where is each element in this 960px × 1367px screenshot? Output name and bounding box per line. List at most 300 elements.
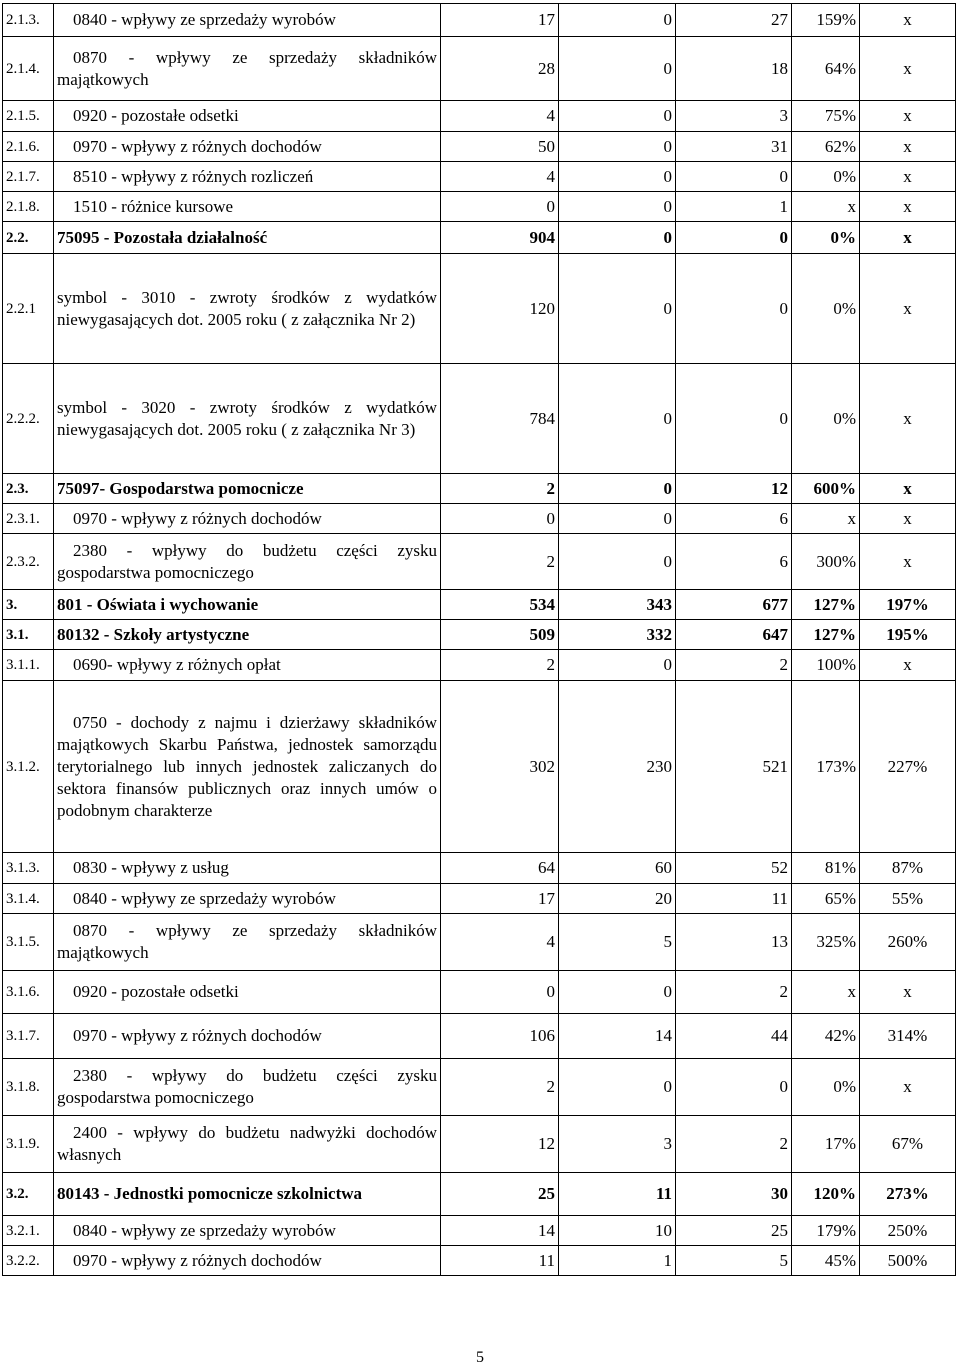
row-description-text: 0920 - pozostałe odsetki: [73, 106, 239, 125]
percent-cell: [792, 650, 860, 681]
plan-value-text: 2: [546, 655, 555, 674]
row-number-cell: [3, 650, 54, 681]
plan-value-cell: [441, 971, 559, 1014]
row-description-text: 75097- Gospodarstwa pomocnicze: [57, 478, 304, 498]
plan-value-cell: [441, 37, 559, 101]
plan-value-text: 534: [529, 594, 555, 614]
plan-value-cell: [441, 590, 559, 620]
percent-dynamics-cell: [860, 504, 956, 534]
percent-text: 600%: [813, 478, 856, 498]
prior-value-cell: [559, 1246, 676, 1276]
row-description-text: 0970 - wpływy z różnych dochodów: [73, 136, 322, 156]
row-description-text: 1510 - różnice kursowe: [73, 196, 234, 216]
percent-dynamics-cell: [860, 971, 956, 1014]
row-number-cell: [3, 681, 54, 853]
percent-dynamics-text: x: [903, 227, 912, 247]
row-description-cell: [54, 474, 441, 504]
percent-text: 17%: [824, 1134, 856, 1153]
row-number-text: 3.1.2.: [6, 758, 40, 775]
plan-value-text: 4: [546, 106, 555, 125]
execution-value-text: 0: [779, 408, 788, 428]
percent-dynamics-text: 250%: [887, 1220, 928, 1240]
execution-value-cell: [676, 254, 792, 364]
percent-dynamics-cell: [860, 1173, 956, 1216]
row-number-text: 2.3.1.: [6, 510, 40, 527]
prior-value-cell: [559, 222, 676, 254]
percent-dynamics-cell: [860, 1246, 956, 1276]
plan-value-text: 64: [538, 858, 555, 877]
table-row: [3, 37, 956, 101]
row-number-text: 2.1.5.: [6, 108, 40, 124]
row-description-cell: [54, 132, 441, 162]
table-row: [3, 1246, 956, 1276]
plan-value-text: 2: [546, 1077, 555, 1096]
execution-value-text: 6: [779, 551, 788, 571]
row-description-cell: [54, 1246, 441, 1276]
percent-cell: [792, 192, 860, 222]
percent-dynamics-text: 87%: [891, 858, 924, 877]
execution-value-text: 5: [779, 1250, 788, 1270]
plan-value-text: 17: [538, 888, 555, 908]
execution-value-text: 0: [779, 166, 788, 186]
prior-value-cell: [559, 162, 676, 192]
percent-text: 100%: [816, 655, 856, 674]
percent-text: 0%: [830, 227, 856, 247]
percent-dynamics-text: x: [903, 136, 912, 156]
table-row: [3, 1216, 956, 1246]
percent-text: 45%: [824, 1250, 856, 1270]
row-description-text: 0970 - wpływy z różnych dochodów: [73, 508, 322, 528]
row-number-text: 2.1.3.: [6, 12, 40, 28]
percent-text: 0%: [833, 166, 856, 186]
percent-dynamics-text: x: [903, 551, 912, 571]
plan-value-cell: [441, 853, 559, 884]
execution-value-cell: [676, 1116, 792, 1173]
percent-dynamics-text: 197%: [886, 594, 929, 614]
row-description-text: 0830 - wpływy z usług: [73, 858, 229, 877]
row-number-text: 2.2.: [6, 229, 29, 246]
row-number-cell: [3, 504, 54, 534]
plan-value-text: 14: [538, 1220, 555, 1240]
prior-value-cell: [559, 1059, 676, 1116]
plan-value-cell: [441, 650, 559, 681]
row-description-cell: [54, 192, 441, 222]
percent-cell: [792, 590, 860, 620]
row-description-cell: [54, 254, 441, 364]
prior-value-cell: [559, 620, 676, 650]
execution-value-cell: [676, 971, 792, 1014]
prior-value-text: 11: [655, 1184, 672, 1203]
percent-cell: [792, 4, 860, 37]
row-number-cell: [3, 1116, 54, 1173]
percent-dynamics-text: x: [903, 58, 912, 78]
row-number-cell: [3, 222, 54, 254]
execution-value-cell: [676, 1216, 792, 1246]
table-row: [3, 222, 956, 254]
plan-value-cell: [441, 504, 559, 534]
execution-value-cell: [676, 914, 792, 971]
percent-cell: [792, 504, 860, 534]
table-row: [3, 101, 956, 132]
percent-text: 127%: [813, 624, 856, 644]
percent-text: 0%: [833, 408, 856, 428]
execution-value-text: 13: [771, 932, 788, 951]
row-description-cell: [54, 1014, 441, 1059]
row-description-text: 2380 - wpływy do budżetu części zysku gospodarstwa pomocniczego: [57, 540, 437, 582]
percent-dynamics-cell: [860, 1014, 956, 1059]
row-description-text: symbol - 3010 - zwroty środków z wydatków niewygasających dot. 2005 roku ( z załącznika Nr 2): [57, 287, 437, 329]
execution-value-text: 30: [771, 1184, 788, 1203]
row-description-text: 80132 - Szkoły artystyczne: [57, 624, 250, 644]
execution-value-cell: [676, 1173, 792, 1216]
prior-value-cell: [559, 504, 676, 534]
execution-value-text: 0: [779, 227, 788, 247]
execution-value-text: 0: [779, 1077, 788, 1096]
row-number-text: 2.1.8.: [6, 198, 40, 215]
execution-value-cell: [676, 1014, 792, 1059]
prior-value-text: 0: [663, 58, 672, 78]
table-row: [3, 590, 956, 620]
page-number: 5: [476, 1349, 484, 1366]
execution-value-text: 11: [771, 888, 788, 908]
row-description-cell: [54, 620, 441, 650]
percent-cell: [792, 853, 860, 884]
percent-dynamics-text: x: [903, 166, 912, 186]
plan-value-cell: [441, 162, 559, 192]
table-row: [3, 650, 956, 681]
row-number-text: 3.2.2.: [6, 1252, 40, 1269]
execution-value-cell: [676, 132, 792, 162]
plan-value-cell: [441, 474, 559, 504]
row-description-text: 0920 - pozostałe odsetki: [73, 982, 239, 1001]
percent-dynamics-text: x: [903, 655, 912, 674]
percent-cell: [792, 1216, 860, 1246]
prior-value-text: 3: [663, 1134, 672, 1153]
plan-value-cell: [441, 101, 559, 132]
prior-value-cell: [559, 534, 676, 590]
prior-value-cell: [559, 884, 676, 914]
plan-value-text: 4: [546, 166, 555, 186]
row-number-text: 3.1.6.: [6, 984, 40, 1000]
row-description-text: 0970 - wpływy z różnych dochodów: [73, 1026, 322, 1045]
prior-value-cell: [559, 364, 676, 474]
row-description-text: symbol - 3020 - zwroty środków z wydatków niewygasających dot. 2005 roku ( z załącznika Nr 3): [57, 397, 437, 439]
table-row: [3, 162, 956, 192]
percent-dynamics-cell: [860, 914, 956, 971]
row-description-text: 0840 - wpływy ze sprzedaży wyrobów: [73, 1220, 336, 1240]
execution-value-text: 2: [779, 655, 788, 674]
row-number-text: 2.1.4.: [6, 60, 40, 77]
prior-value-text: 0: [663, 508, 672, 528]
table-row: [3, 914, 956, 971]
percent-text: 179%: [816, 1220, 856, 1240]
row-description-cell: [54, 1216, 441, 1246]
execution-value-text: 25: [771, 1220, 788, 1240]
execution-value-cell: [676, 620, 792, 650]
prior-value-cell: [559, 192, 676, 222]
percent-dynamics-cell: [860, 1059, 956, 1116]
execution-value-text: 647: [762, 624, 788, 644]
table-row: [3, 364, 956, 474]
plan-value-cell: [441, 1116, 559, 1173]
row-description-cell: [54, 222, 441, 254]
percent-cell: [792, 1246, 860, 1276]
execution-value-text: 18: [771, 58, 788, 78]
prior-value-text: 0: [663, 1077, 672, 1096]
percent-dynamics-cell: [860, 650, 956, 681]
table-row: [3, 132, 956, 162]
percent-text: 42%: [824, 1026, 856, 1045]
percent-text: 75%: [824, 106, 856, 125]
execution-value-text: 6: [779, 508, 788, 528]
row-description-cell: [54, 884, 441, 914]
percent-dynamics-text: x: [903, 508, 912, 528]
percent-cell: [792, 971, 860, 1014]
percent-cell: [792, 222, 860, 254]
row-number-cell: [3, 1059, 54, 1116]
prior-value-text: 0: [663, 551, 672, 571]
percent-text: 65%: [824, 888, 856, 908]
execution-value-text: 3: [779, 106, 788, 125]
percent-text: 0%: [833, 298, 856, 318]
percent-dynamics-cell: [860, 37, 956, 101]
table-row: [3, 681, 956, 853]
row-number-cell: [3, 162, 54, 192]
percent-text: 81%: [824, 858, 856, 877]
percent-dynamics-text: 260%: [887, 932, 928, 951]
percent-dynamics-cell: [860, 1116, 956, 1173]
row-number-cell: [3, 4, 54, 37]
plan-value-cell: [441, 681, 559, 853]
prior-value-text: 10: [655, 1220, 672, 1240]
table-row: [3, 1173, 956, 1216]
prior-value-text: 0: [663, 408, 672, 428]
prior-value-text: 60: [655, 858, 672, 877]
plan-value-cell: [441, 1059, 559, 1116]
percent-text: x: [847, 196, 856, 216]
prior-value-cell: [559, 971, 676, 1014]
percent-cell: [792, 620, 860, 650]
row-number-cell: [3, 884, 54, 914]
row-number-text: 3.1.8.: [6, 1079, 40, 1095]
prior-value-text: 0: [663, 10, 672, 29]
percent-dynamics-text: 227%: [887, 756, 928, 776]
row-number-text: 3.1.4.: [6, 890, 40, 907]
plan-value-cell: [441, 132, 559, 162]
prior-value-cell: [559, 1216, 676, 1246]
row-number-text: 2.1.7.: [6, 168, 40, 185]
plan-value-cell: [441, 192, 559, 222]
percent-dynamics-text: x: [903, 196, 912, 216]
table-row: [3, 4, 956, 37]
prior-value-cell: [559, 914, 676, 971]
percent-dynamics-cell: [860, 192, 956, 222]
row-number-text: 2.2.1: [6, 300, 36, 317]
execution-value-cell: [676, 474, 792, 504]
row-description-cell: [54, 914, 441, 971]
percent-dynamics-text: x: [903, 298, 912, 318]
prior-value-cell: [559, 1116, 676, 1173]
plan-value-text: 509: [529, 624, 555, 644]
percent-text: 127%: [813, 594, 856, 614]
prior-value-cell: [559, 474, 676, 504]
percent-dynamics-text: 500%: [887, 1250, 928, 1270]
percent-cell: [792, 37, 860, 101]
percent-text: 325%: [816, 932, 856, 951]
execution-value-cell: [676, 884, 792, 914]
row-description-text: 801 - Oświata i wychowanie: [57, 594, 259, 614]
row-number-cell: [3, 101, 54, 132]
table-row: [3, 1116, 956, 1173]
row-number-text: 3.1.1.: [6, 657, 40, 673]
execution-value-cell: [676, 192, 792, 222]
prior-value-cell: [559, 4, 676, 37]
prior-value-text: 20: [655, 888, 672, 908]
row-description-cell: [54, 590, 441, 620]
percent-dynamics-text: x: [903, 408, 912, 428]
percent-dynamics-cell: [860, 254, 956, 364]
percent-text: 62%: [824, 136, 856, 156]
row-description-cell: [54, 650, 441, 681]
prior-value-cell: [559, 650, 676, 681]
percent-dynamics-cell: [860, 222, 956, 254]
percent-dynamics-cell: [860, 474, 956, 504]
row-description-text: 8510 - wpływy z różnych rozliczeń: [73, 166, 314, 186]
row-description-cell: [54, 1173, 441, 1216]
percent-cell: [792, 364, 860, 474]
row-number-text: 3.2.: [6, 1186, 29, 1202]
prior-value-text: 0: [663, 227, 672, 247]
row-number-text: 3.1.7.: [6, 1028, 40, 1044]
percent-dynamics-cell: [860, 4, 956, 37]
row-description-cell: [54, 1116, 441, 1173]
percent-text: 120%: [813, 1184, 856, 1203]
plan-value-text: 2: [546, 551, 555, 571]
row-description-text: 0870 - wpływy ze sprzedaży składników majątkowych: [57, 47, 437, 89]
percent-text: 300%: [816, 551, 856, 571]
prior-value-cell: [559, 101, 676, 132]
prior-value-text: 5: [663, 932, 672, 951]
plan-value-text: 0: [546, 508, 555, 528]
plan-value-cell: [441, 1014, 559, 1059]
row-description-cell: [54, 1059, 441, 1116]
row-description-cell: [54, 681, 441, 853]
plan-value-cell: [441, 364, 559, 474]
prior-value-text: 0: [663, 196, 672, 216]
execution-value-text: 27: [771, 10, 788, 29]
prior-value-cell: [559, 853, 676, 884]
percent-cell: [792, 101, 860, 132]
percent-dynamics-text: x: [903, 106, 912, 125]
execution-value-cell: [676, 162, 792, 192]
percent-cell: [792, 1059, 860, 1116]
plan-value-text: 106: [529, 1026, 555, 1045]
execution-value-cell: [676, 853, 792, 884]
table-row: [3, 192, 956, 222]
plan-value-cell: [441, 1246, 559, 1276]
execution-value-text: 2: [779, 1134, 788, 1153]
prior-value-text: 0: [663, 298, 672, 318]
prior-value-cell: [559, 1173, 676, 1216]
row-number-cell: [3, 620, 54, 650]
row-number-cell: [3, 914, 54, 971]
table-row: [3, 853, 956, 884]
plan-value-text: 0: [546, 982, 555, 1001]
row-number-text: 2.3.: [6, 480, 29, 497]
plan-value-cell: [441, 4, 559, 37]
plan-value-cell: [441, 254, 559, 364]
table-row: [3, 474, 956, 504]
percent-dynamics-text: x: [903, 10, 912, 29]
row-number-cell: [3, 1173, 54, 1216]
execution-value-cell: [676, 681, 792, 853]
prior-value-text: 0: [663, 106, 672, 125]
plan-value-text: 120: [529, 298, 555, 318]
table-row: [3, 534, 956, 590]
execution-value-text: 1: [779, 196, 788, 216]
prior-value-cell: [559, 37, 676, 101]
percent-text: x: [847, 982, 856, 1001]
row-number-cell: [3, 534, 54, 590]
execution-value-text: 31: [771, 136, 788, 156]
percent-cell: [792, 162, 860, 192]
percent-dynamics-cell: [860, 681, 956, 853]
row-number-cell: [3, 590, 54, 620]
percent-cell: [792, 534, 860, 590]
execution-value-cell: [676, 590, 792, 620]
table-row: [3, 504, 956, 534]
row-number-cell: [3, 37, 54, 101]
percent-dynamics-cell: [860, 132, 956, 162]
percent-cell: [792, 132, 860, 162]
row-number-cell: [3, 1246, 54, 1276]
plan-value-cell: [441, 1173, 559, 1216]
row-description-text: 0840 - wpływy ze sprzedaży wyrobów: [73, 888, 336, 908]
percent-dynamics-text: 67%: [891, 1134, 924, 1153]
row-description-text: 80143 - Jednostki pomocnicze szkolnictwa: [57, 1184, 363, 1203]
execution-value-text: 521: [762, 756, 788, 776]
percent-text: 159%: [816, 10, 856, 29]
row-description-cell: [54, 534, 441, 590]
execution-value-text: 52: [771, 858, 788, 877]
percent-cell: [792, 474, 860, 504]
revenue-table: [2, 3, 956, 1276]
prior-value-text: 14: [655, 1026, 672, 1045]
row-number-text: 2.3.2.: [6, 553, 40, 570]
row-number-text: 2.1.6.: [6, 138, 40, 155]
percent-text: 0%: [833, 1077, 856, 1096]
plan-value-cell: [441, 884, 559, 914]
table-row: [3, 884, 956, 914]
execution-value-cell: [676, 650, 792, 681]
prior-value-text: 0: [663, 166, 672, 186]
percent-dynamics-cell: [860, 620, 956, 650]
row-description-cell: [54, 971, 441, 1014]
percent-cell: [792, 914, 860, 971]
row-description-cell: [54, 504, 441, 534]
percent-dynamics-text: 314%: [887, 1026, 928, 1045]
row-number-cell: [3, 971, 54, 1014]
table-row: [3, 1059, 956, 1116]
table-row: [3, 971, 956, 1014]
revenue-table-body: [3, 4, 956, 1276]
row-number-text: 3.1.5.: [6, 934, 40, 950]
row-description-text: 0840 - wpływy ze sprzedaży wyrobów: [73, 10, 336, 29]
percent-cell: [792, 884, 860, 914]
row-number-cell: [3, 192, 54, 222]
percent-dynamics-cell: [860, 101, 956, 132]
plan-value-cell: [441, 914, 559, 971]
